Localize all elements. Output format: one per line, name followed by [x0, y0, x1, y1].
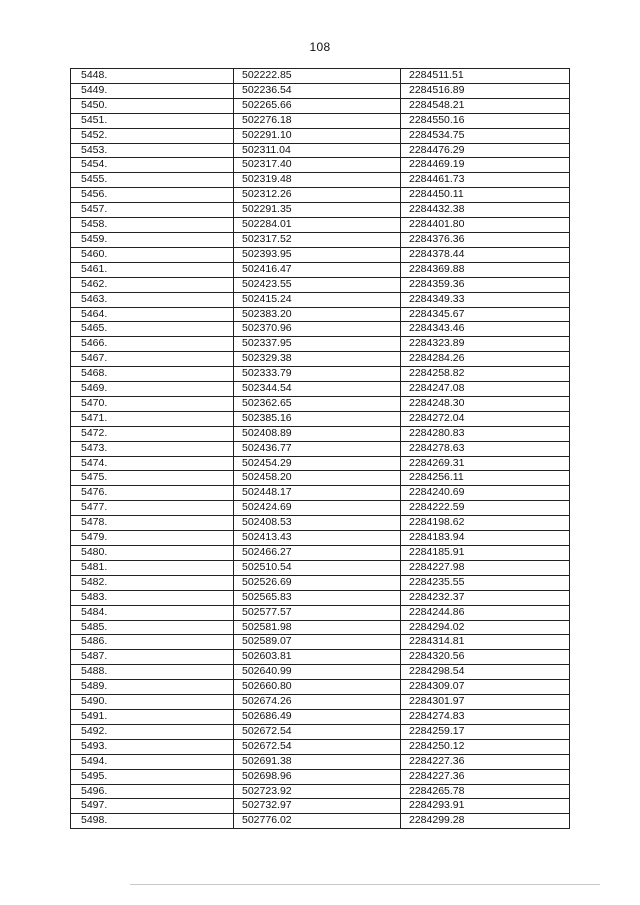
x-coordinate-cell: 502466.27	[234, 546, 401, 561]
y-coordinate-cell: 2284369.88	[401, 262, 570, 277]
table-row	[71, 665, 570, 680]
x-coordinate-cell: 502317.40	[234, 158, 401, 173]
y-coordinate-cell: 2284232.37	[401, 590, 570, 605]
x-coordinate-cell: 502698.96	[234, 769, 401, 784]
x-coordinate-cell: 502776.02	[234, 814, 401, 829]
table-row	[71, 113, 570, 128]
y-coordinate-cell: 2284309.07	[401, 680, 570, 695]
x-coordinate-cell: 502333.79	[234, 367, 401, 382]
table-row	[71, 560, 570, 575]
x-coordinate-cell: 502415.24	[234, 292, 401, 307]
y-coordinate-cell: 2284183.94	[401, 531, 570, 546]
x-coordinate-cell: 502672.54	[234, 739, 401, 754]
point-number-cell: 5454.	[71, 158, 234, 173]
x-coordinate-cell: 502423.55	[234, 277, 401, 292]
point-number-cell: 5466.	[71, 337, 234, 352]
y-coordinate-cell: 2284432.38	[401, 203, 570, 218]
x-coordinate-cell: 502510.54	[234, 560, 401, 575]
point-number-cell: 5460.	[71, 247, 234, 262]
y-coordinate-cell: 2284378.44	[401, 247, 570, 262]
x-coordinate-cell: 502603.81	[234, 650, 401, 665]
y-coordinate-cell: 2284450.11	[401, 188, 570, 203]
y-coordinate-cell: 2284227.36	[401, 769, 570, 784]
x-coordinate-cell: 502660.80	[234, 680, 401, 695]
x-coordinate-cell: 502284.01	[234, 218, 401, 233]
y-coordinate-cell: 2284511.51	[401, 69, 570, 84]
point-number-cell: 5478.	[71, 516, 234, 531]
table-row	[71, 695, 570, 710]
x-coordinate-cell: 502674.26	[234, 695, 401, 710]
table-row	[71, 143, 570, 158]
y-coordinate-cell: 2284550.16	[401, 113, 570, 128]
point-number-cell: 5486.	[71, 635, 234, 650]
point-number-cell: 5489.	[71, 680, 234, 695]
table-row	[71, 188, 570, 203]
point-number-cell: 5465.	[71, 322, 234, 337]
x-coordinate-cell: 502732.97	[234, 799, 401, 814]
y-coordinate-cell: 2284516.89	[401, 83, 570, 98]
y-coordinate-cell: 2284265.78	[401, 784, 570, 799]
table-row	[71, 709, 570, 724]
point-number-cell: 5461.	[71, 262, 234, 277]
y-coordinate-cell: 2284476.29	[401, 143, 570, 158]
x-coordinate-cell: 502691.38	[234, 754, 401, 769]
y-coordinate-cell: 2284345.67	[401, 307, 570, 322]
scan-artifact-line	[130, 884, 600, 885]
x-coordinate-cell: 502222.85	[234, 69, 401, 84]
x-coordinate-cell: 502362.65	[234, 396, 401, 411]
page-number: 108	[309, 40, 331, 54]
y-coordinate-cell: 2284248.30	[401, 396, 570, 411]
x-coordinate-cell: 502454.29	[234, 456, 401, 471]
coordinates-table	[70, 68, 570, 829]
y-coordinate-cell: 2284293.91	[401, 799, 570, 814]
x-coordinate-cell: 502408.89	[234, 426, 401, 441]
y-coordinate-cell: 2284461.73	[401, 173, 570, 188]
table-row	[71, 605, 570, 620]
table-row	[71, 769, 570, 784]
y-coordinate-cell: 2284534.75	[401, 128, 570, 143]
x-coordinate-cell: 502565.83	[234, 590, 401, 605]
y-coordinate-cell: 2284258.82	[401, 367, 570, 382]
point-number-cell: 5468.	[71, 367, 234, 382]
x-coordinate-cell: 502526.69	[234, 575, 401, 590]
x-coordinate-cell: 502448.17	[234, 486, 401, 501]
y-coordinate-cell: 2284269.31	[401, 456, 570, 471]
y-coordinate-cell: 2284227.98	[401, 560, 570, 575]
y-coordinate-cell: 2284284.26	[401, 352, 570, 367]
point-number-cell: 5458.	[71, 218, 234, 233]
table-row	[71, 635, 570, 650]
y-coordinate-cell: 2284401.80	[401, 218, 570, 233]
table-row	[71, 650, 570, 665]
y-coordinate-cell: 2284280.83	[401, 426, 570, 441]
x-coordinate-cell: 502291.35	[234, 203, 401, 218]
table-row	[71, 203, 570, 218]
point-number-cell: 5498.	[71, 814, 234, 829]
point-number-cell: 5471.	[71, 411, 234, 426]
point-number-cell: 5491.	[71, 709, 234, 724]
y-coordinate-cell: 2284198.62	[401, 516, 570, 531]
y-coordinate-cell: 2284274.83	[401, 709, 570, 724]
table-row	[71, 396, 570, 411]
x-coordinate-cell: 502276.18	[234, 113, 401, 128]
y-coordinate-cell: 2284227.36	[401, 754, 570, 769]
table-row	[71, 232, 570, 247]
y-coordinate-cell: 2284298.54	[401, 665, 570, 680]
point-number-cell: 5490.	[71, 695, 234, 710]
x-coordinate-cell: 502312.26	[234, 188, 401, 203]
point-number-cell: 5453.	[71, 143, 234, 158]
point-number-cell: 5484.	[71, 605, 234, 620]
table-row	[71, 739, 570, 754]
y-coordinate-cell: 2284256.11	[401, 471, 570, 486]
point-number-cell: 5475.	[71, 471, 234, 486]
table-row	[71, 322, 570, 337]
point-number-cell: 5494.	[71, 754, 234, 769]
point-number-cell: 5485.	[71, 620, 234, 635]
y-coordinate-cell: 2284343.46	[401, 322, 570, 337]
x-coordinate-cell: 502319.48	[234, 173, 401, 188]
point-number-cell: 5480.	[71, 546, 234, 561]
y-coordinate-cell: 2284259.17	[401, 724, 570, 739]
point-number-cell: 5479.	[71, 531, 234, 546]
point-number-cell: 5470.	[71, 396, 234, 411]
table-row	[71, 531, 570, 546]
y-coordinate-cell: 2284323.89	[401, 337, 570, 352]
table-row	[71, 307, 570, 322]
y-coordinate-cell: 2284359.36	[401, 277, 570, 292]
y-coordinate-cell: 2284376.36	[401, 232, 570, 247]
table-row	[71, 247, 570, 262]
table-row	[71, 426, 570, 441]
point-number-cell: 5487.	[71, 650, 234, 665]
point-number-cell: 5456.	[71, 188, 234, 203]
y-coordinate-cell: 2284247.08	[401, 382, 570, 397]
table-row	[71, 620, 570, 635]
table-row	[71, 724, 570, 739]
table-row	[71, 680, 570, 695]
x-coordinate-cell: 502672.54	[234, 724, 401, 739]
table-row	[71, 382, 570, 397]
y-coordinate-cell: 2284294.02	[401, 620, 570, 635]
table-row	[71, 128, 570, 143]
y-coordinate-cell: 2284299.28	[401, 814, 570, 829]
table-row	[71, 411, 570, 426]
x-coordinate-cell: 502370.96	[234, 322, 401, 337]
point-number-cell: 5464.	[71, 307, 234, 322]
point-number-cell: 5463.	[71, 292, 234, 307]
point-number-cell: 5469.	[71, 382, 234, 397]
point-number-cell: 5477.	[71, 501, 234, 516]
y-coordinate-cell: 2284272.04	[401, 411, 570, 426]
point-number-cell: 5488.	[71, 665, 234, 680]
table-row	[71, 471, 570, 486]
point-number-cell: 5473.	[71, 441, 234, 456]
point-number-cell: 5457.	[71, 203, 234, 218]
y-coordinate-cell: 2284185.91	[401, 546, 570, 561]
x-coordinate-cell: 502329.38	[234, 352, 401, 367]
table-row	[71, 441, 570, 456]
coordinates-table-body	[71, 69, 570, 829]
point-number-cell: 5493.	[71, 739, 234, 754]
x-coordinate-cell: 502337.95	[234, 337, 401, 352]
x-coordinate-cell: 502723.92	[234, 784, 401, 799]
point-number-cell: 5472.	[71, 426, 234, 441]
point-number-cell: 5482.	[71, 575, 234, 590]
point-number-cell: 5483.	[71, 590, 234, 605]
y-coordinate-cell: 2284301.97	[401, 695, 570, 710]
table-row	[71, 784, 570, 799]
table-row	[71, 516, 570, 531]
table-row	[71, 69, 570, 84]
point-number-cell: 5467.	[71, 352, 234, 367]
point-number-cell: 5497.	[71, 799, 234, 814]
point-number-cell: 5449.	[71, 83, 234, 98]
point-number-cell: 5459.	[71, 232, 234, 247]
x-coordinate-cell: 502408.53	[234, 516, 401, 531]
table-row	[71, 814, 570, 829]
point-number-cell: 5448.	[71, 69, 234, 84]
x-coordinate-cell: 502686.49	[234, 709, 401, 724]
x-coordinate-cell: 502344.54	[234, 382, 401, 397]
point-number-cell: 5492.	[71, 724, 234, 739]
table-row	[71, 367, 570, 382]
y-coordinate-cell: 2284314.81	[401, 635, 570, 650]
table-row	[71, 337, 570, 352]
table-row	[71, 754, 570, 769]
point-number-cell: 5474.	[71, 456, 234, 471]
table-row	[71, 277, 570, 292]
point-number-cell: 5476.	[71, 486, 234, 501]
table-row	[71, 501, 570, 516]
y-coordinate-cell: 2284349.33	[401, 292, 570, 307]
x-coordinate-cell: 502577.57	[234, 605, 401, 620]
table-row	[71, 546, 570, 561]
x-coordinate-cell: 502385.16	[234, 411, 401, 426]
x-coordinate-cell: 502265.66	[234, 98, 401, 113]
table-row	[71, 799, 570, 814]
table-row	[71, 98, 570, 113]
x-coordinate-cell: 502393.95	[234, 247, 401, 262]
point-number-cell: 5455.	[71, 173, 234, 188]
table-row	[71, 292, 570, 307]
table-row	[71, 486, 570, 501]
x-coordinate-cell: 502458.20	[234, 471, 401, 486]
y-coordinate-cell: 2284222.59	[401, 501, 570, 516]
x-coordinate-cell: 502291.10	[234, 128, 401, 143]
table-row	[71, 456, 570, 471]
x-coordinate-cell: 502581.98	[234, 620, 401, 635]
x-coordinate-cell: 502589.07	[234, 635, 401, 650]
table-row	[71, 83, 570, 98]
x-coordinate-cell: 502236.54	[234, 83, 401, 98]
y-coordinate-cell: 2284548.21	[401, 98, 570, 113]
table-row	[71, 158, 570, 173]
table-row	[71, 173, 570, 188]
y-coordinate-cell: 2284278.63	[401, 441, 570, 456]
point-number-cell: 5450.	[71, 98, 234, 113]
y-coordinate-cell: 2284240.69	[401, 486, 570, 501]
y-coordinate-cell: 2284250.12	[401, 739, 570, 754]
x-coordinate-cell: 502436.77	[234, 441, 401, 456]
table-row	[71, 590, 570, 605]
y-coordinate-cell: 2284320.56	[401, 650, 570, 665]
point-number-cell: 5481.	[71, 560, 234, 575]
table-row	[71, 352, 570, 367]
table-row	[71, 262, 570, 277]
x-coordinate-cell: 502383.20	[234, 307, 401, 322]
y-coordinate-cell: 2284469.19	[401, 158, 570, 173]
point-number-cell: 5496.	[71, 784, 234, 799]
point-number-cell: 5452.	[71, 128, 234, 143]
x-coordinate-cell: 502413.43	[234, 531, 401, 546]
y-coordinate-cell: 2284244.86	[401, 605, 570, 620]
point-number-cell: 5495.	[71, 769, 234, 784]
x-coordinate-cell: 502640.99	[234, 665, 401, 680]
x-coordinate-cell: 502416.47	[234, 262, 401, 277]
x-coordinate-cell: 502317.52	[234, 232, 401, 247]
table-row	[71, 218, 570, 233]
table-row	[71, 575, 570, 590]
point-number-cell: 5451.	[71, 113, 234, 128]
x-coordinate-cell: 502424.69	[234, 501, 401, 516]
point-number-cell: 5462.	[71, 277, 234, 292]
y-coordinate-cell: 2284235.55	[401, 575, 570, 590]
x-coordinate-cell: 502311.04	[234, 143, 401, 158]
